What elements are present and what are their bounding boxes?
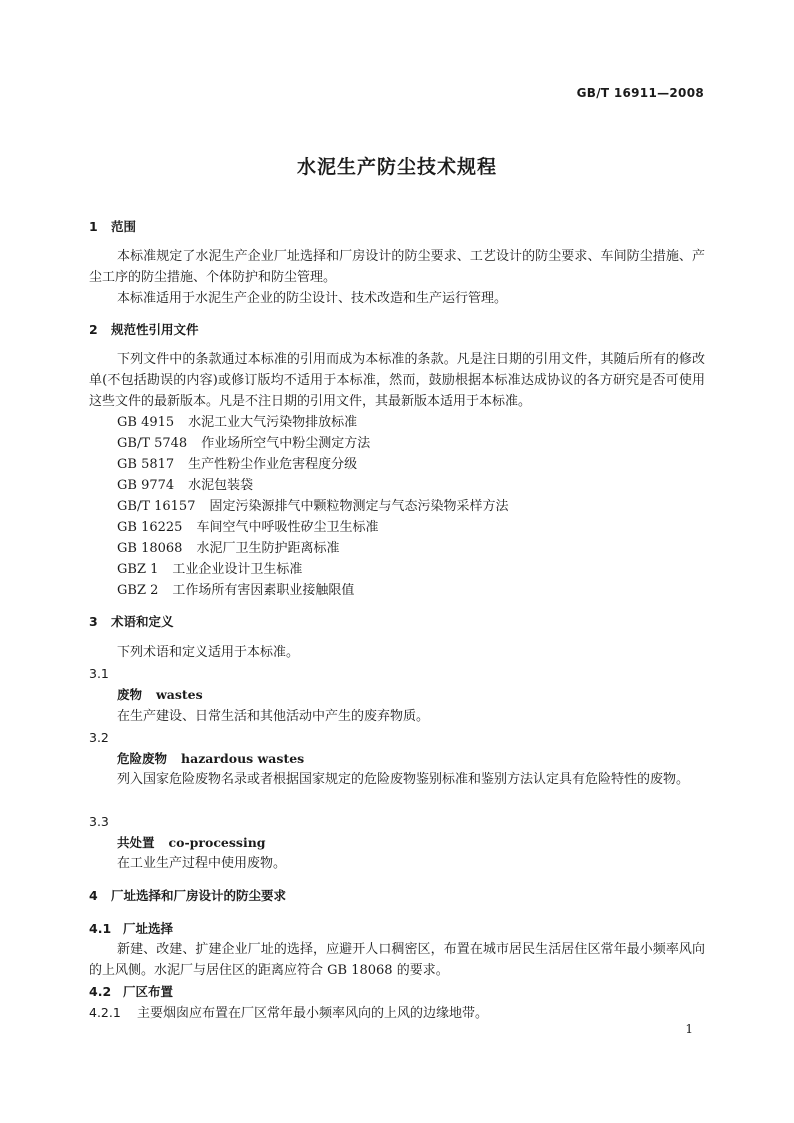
section-number: 2 — [89, 322, 98, 337]
section-title: 厂址选择和厂房设计的防尘要求 — [111, 888, 287, 903]
term-number: 3.3 — [89, 814, 109, 829]
reference-code: GBZ 2 — [117, 583, 159, 598]
reference-code: GB 16225 — [117, 520, 183, 535]
reference-item — [89, 412, 733, 433]
reference-title: 生产性粉尘作业危害程度分级 — [188, 457, 358, 472]
subsection-number: 4.1 — [89, 921, 112, 936]
reference-title: 水泥厂卫生防护距离标准 — [196, 541, 340, 556]
section-2-paragraph-1: 下列文件中的条款通过本标准的引用而成为本标准的条款。凡是注日期的引用文件，其随后所有的修改单(不包括勘误的内容)或修订版均不适用于本标准，然而，鼓励根据本标准达成协议的各方研究是否可使用这些文件的最新版本。凡是不注日期的引用文件，其最新版本适用于本标准。 — [89, 352, 705, 409]
reference-code: GB 18068 — [117, 541, 183, 556]
reference-item — [89, 538, 733, 559]
reference-code: GB 5817 — [117, 457, 175, 472]
reference-item — [89, 496, 733, 517]
reference-title: 水泥包装袋 — [188, 478, 254, 493]
term-heading — [89, 748, 733, 769]
term-en: hazardous wastes — [181, 751, 305, 766]
subsection-title: 厂区布置 — [123, 984, 174, 999]
reference-title: 作业场所空气中粉尘测定方法 — [201, 436, 371, 451]
reference-code: GB 9774 — [117, 478, 175, 493]
term-zh: 废物 — [117, 687, 143, 702]
subsection-title: 厂址选择 — [123, 921, 174, 936]
reference-item — [89, 517, 733, 538]
reference-item — [89, 580, 733, 601]
section-3-heading — [89, 611, 705, 632]
term-number: 3.1 — [89, 666, 109, 681]
section-1-paragraph-2: 本标准适用于水泥生产企业的防尘设计、技术改造和生产运行管理。 — [117, 291, 508, 306]
section-4-heading — [89, 885, 705, 906]
section-number: 4 — [89, 888, 98, 903]
term-en: co-processing — [168, 835, 266, 850]
section-2-heading — [89, 319, 705, 340]
section-title: 术语和定义 — [111, 614, 174, 629]
reference-item — [89, 433, 733, 454]
reference-code: GB/T 16157 — [117, 499, 196, 514]
reference-code: GB 4915 — [117, 415, 175, 430]
term-number: 3.2 — [89, 730, 109, 745]
section-number: 1 — [89, 219, 98, 234]
subsection-number: 4.2 — [89, 984, 112, 999]
page-title: 水泥生产防尘技术规程 — [296, 156, 497, 178]
reference-title: 固定污染源排气中颗粒物测定与气态污染物采样方法 — [209, 499, 509, 514]
reference-item — [89, 559, 733, 580]
reference-code: GB/T 5748 — [117, 436, 188, 451]
section-1-paragraph-1: 本标准规定了水泥生产企业厂址选择和厂房设计的防尘要求、工艺设计的防尘要求、车间防尘措施、产尘工序的防尘措施、个体防护和防尘管理。 — [89, 249, 705, 285]
section-title: 范围 — [111, 219, 137, 234]
reference-title: 工业企业设计卫生标准 — [172, 562, 303, 577]
section-number: 3 — [89, 614, 98, 629]
clause-number: 4.2.1 — [89, 1005, 121, 1020]
subsection-4-1-paragraph: 新建、改建、扩建企业厂址的选择，应避开人口稠密区，布置在城市居民生活居住区常年最小频率风向的上风侧。水泥厂与居住区的距离应符合 GB 18068 的要求。 — [89, 942, 705, 978]
section-3-paragraph-1: 下列术语和定义适用于本标准。 — [117, 645, 300, 660]
term-definition: 在生产建设、日常生活和其他活动中产生的废弃物质。 — [117, 709, 430, 724]
subsection-4-2-heading — [89, 981, 705, 1002]
reference-code: GBZ 1 — [117, 562, 159, 577]
term-en: wastes — [156, 687, 203, 702]
subsection-4-1-heading — [89, 918, 705, 939]
term-definition: 列入国家危险废物名录或者根据国家规定的危险废物鉴别标准和鉴别方法认定具有危险特性的废物。 — [117, 772, 690, 787]
reference-title: 水泥工业大气污染物排放标准 — [188, 415, 358, 430]
section-1-heading — [89, 216, 705, 237]
term-heading — [89, 684, 733, 705]
reference-item — [89, 475, 733, 496]
term-heading — [89, 832, 733, 853]
reference-title: 工作场所有害因素职业接触限值 — [172, 583, 355, 598]
document-code: GB/T 16911—2008 — [576, 86, 704, 100]
term-definition: 在工业生产过程中使用废物。 — [117, 856, 287, 871]
term-zh: 危险废物 — [117, 751, 168, 766]
clause-4-2-1 — [89, 1002, 705, 1024]
reference-item — [89, 454, 733, 475]
page-number: 1 — [685, 1022, 693, 1036]
section-title: 规范性引用文件 — [111, 322, 199, 337]
term-zh: 共处置 — [117, 835, 155, 850]
reference-title: 车间空气中呼吸性矽尘卫生标准 — [196, 520, 379, 535]
clause-text: 主要烟囱应布置在厂区常年最小频率风向的上风的边缘地带。 — [137, 1006, 489, 1021]
